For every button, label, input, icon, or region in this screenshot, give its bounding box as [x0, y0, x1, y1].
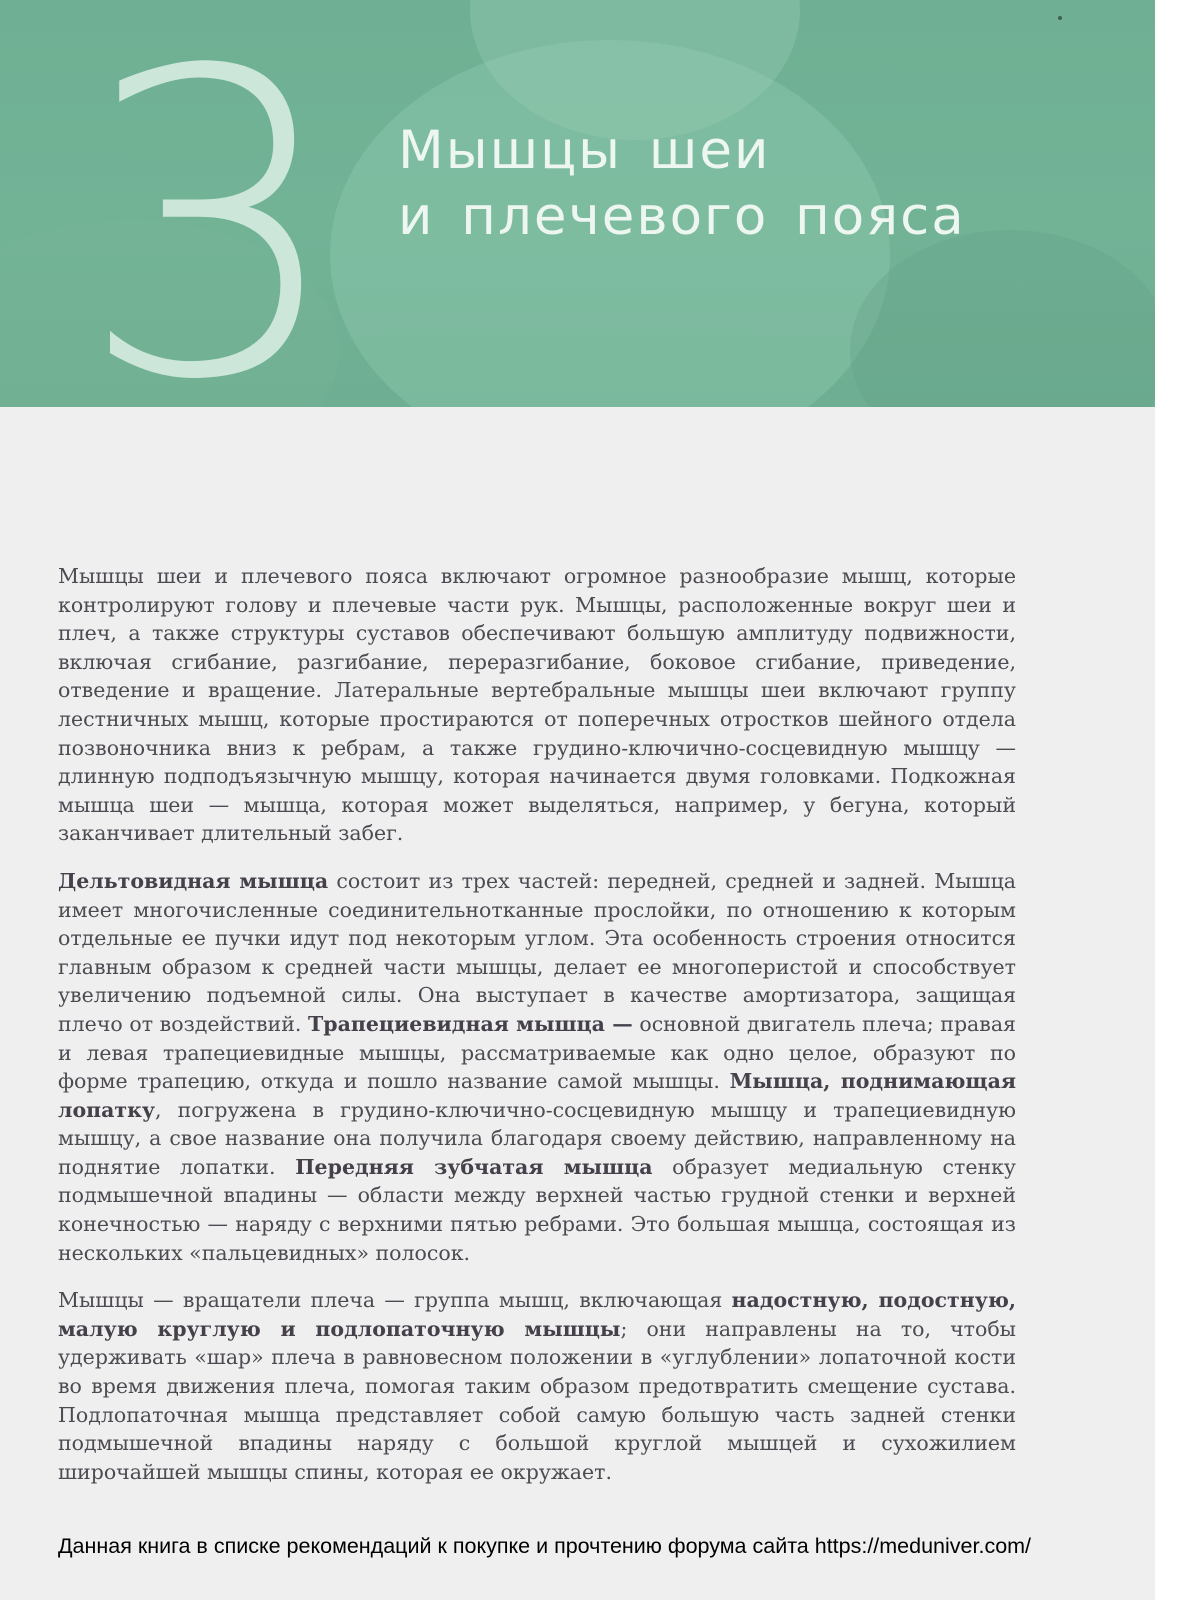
chapter-title-line-2: и плечевого пояса [398, 185, 966, 247]
paragraph-3 [58, 1286, 1016, 1486]
paragraph-2-text-4: образует медиальную стенку подмышечной впадины — области между верхней частью грудной стенки и верхней конечностью — наряду с верхними пятью ребрами. Это большая мышца, состоящая из нескольких «пальцевидных» полосок. [58, 1154, 1016, 1265]
term-trapezius: Трапециевидная мышца — [308, 1011, 633, 1036]
term-levator-scapulae: Мышца, поднимающая лопатку [58, 1069, 1016, 1122]
chapter-number: 3 [78, 0, 336, 407]
chapter-banner [0, 0, 1155, 407]
paragraph-2-text-3: , погружена в грудино-ключично-сосцевидную мышцу и трапециевидную мышцу, а свое название она получила благодаря своему действию, направленному на поднятие лопатки. [58, 1097, 1016, 1179]
paragraph-2 [58, 867, 1016, 1267]
paragraph-3-text-2: ; они направлены на то, чтобы удерживать «шар» плеча в равновесном положении в «углублении» лопаточной кости во время движения плеча, помогая таким образом предотвратить смещение сустава. Подлопаточная мышца представляет собой самую большую часть задней стенки подмышечной впадины наряду с большой круглой мышцей и сухожилием широчайшей мышцы спины, которая ее окружает. [58, 1316, 1016, 1484]
term-deltoid: Дельтовидная мышца [58, 868, 329, 893]
banner-texture [850, 230, 1155, 407]
footer-note: Данная книга в списке рекомендаций к покупке и прочтению форума сайта https://meduniver.com/ [58, 1534, 1032, 1558]
page-margin [1155, 0, 1178, 1600]
chapter-title-line-1: Мышцы шеи [398, 119, 771, 181]
term-serratus-anterior: Передняя зубчатая мышца [295, 1154, 653, 1179]
paragraph-1-text: Мышцы шеи и плечевого пояса включают огромное разнообразие мышц, которые контролируют голову и плечевые части рук. Мышцы, расположенные вокруг шеи и плеч, а также структуры суставов обеспечивают большую амплитуду подвижности, включая сгибание, разгибание, переразгибание, боковое сгибание, приведение, отведение и вращение. Латеральные вертебральные мышцы шеи включают группу лестничных мышц, которые простираются от поперечных отростков шейного отдела позвоночника вниз к ребрам, а также грудино-ключично-сосцевидную мышцу — длинную подподъязычную мышцу, которая начинается двумя головками. Подкожная мышца шеи — мышца, которая может выделяться, например, у бегуна, который заканчивает длительный забег. [58, 564, 1016, 846]
paragraph-3-text-1: Мышцы — вращатели плеча — группа мышц, включающая [58, 1288, 732, 1313]
chapter-intro-text [58, 562, 1016, 1505]
term-rotator-cuff: надостную, подостную, малую круглую и подлопаточную мышцы [58, 1288, 1017, 1341]
chapter-title [398, 118, 1098, 250]
paragraph-2-text-1: состоит из трех частей: передней, средней и задней. Мышца имеет многочисленные соединительнотканные прослойки, по отношению к которым отдельные ее пучки идут под некоторым углом. Эта особенность строения относится главным образом к средней части мышцы, делает ее многоперистой и способствует увеличению подъемной силы. Она выступает в качестве амортизатора, защищая плечо от воздействий. [58, 868, 1017, 1036]
paragraph-1 [58, 562, 1016, 848]
paragraph-2-text-2: основной двигатель плеча; правая и левая трапециевидные мышцы, рассматриваемые как одно целое, образуют по форме трапецию, откуда и пошло название самой мышцы. [58, 1011, 1016, 1094]
banner-speck [1058, 16, 1062, 20]
